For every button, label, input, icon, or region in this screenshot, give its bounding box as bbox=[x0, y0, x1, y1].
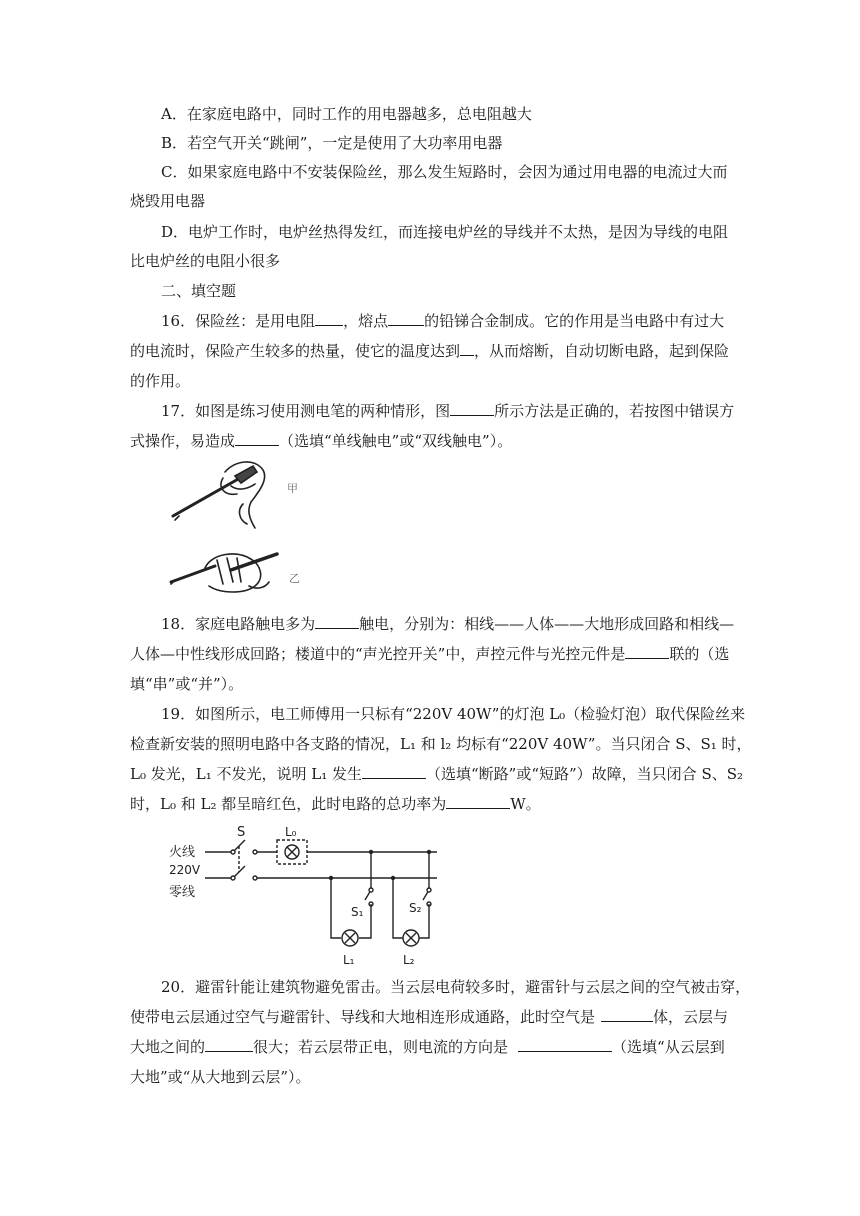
option-c-line2: 烧毁用电器 bbox=[130, 192, 206, 210]
q19-line1: 19．如图所示，电工师傅用一只标有“220V 40W”的灯泡 L₀（检验灯泡）取代保险丝来 bbox=[161, 705, 746, 723]
q19-line3 bbox=[130, 764, 743, 784]
section-title: 二、填空题 bbox=[161, 282, 237, 300]
answer-blank[interactable] bbox=[460, 341, 474, 356]
q19-text: （选填“断路”或“短路”）故障，当只闭合 S、S₂ bbox=[426, 765, 744, 783]
q18-line1 bbox=[161, 614, 734, 634]
label-switch-s: S bbox=[237, 825, 246, 840]
label-l2: L₂ bbox=[403, 953, 415, 967]
answer-blank[interactable] bbox=[450, 401, 494, 416]
answer-blank[interactable] bbox=[362, 764, 426, 779]
label-live: 火线 bbox=[169, 845, 196, 860]
q17-text: （选填“单线触电”或“双线触电”）。 bbox=[279, 432, 513, 450]
test-pen-incorrect-illustration bbox=[171, 554, 277, 592]
answer-blank[interactable] bbox=[388, 311, 424, 326]
option-b: B．若空气开关“跳闸”，一定是使用了大功率用电器 bbox=[161, 134, 503, 152]
answer-blank[interactable] bbox=[235, 431, 279, 446]
q16-text: ，熔点 bbox=[343, 312, 389, 330]
label-s1: S₁ bbox=[351, 905, 364, 919]
q16-line3: 的作用。 bbox=[130, 372, 191, 390]
option-d-line1: D．电炉工作时，电炉丝热得发红，而连接电炉丝的导线并不太热，是因为导线的电阻 bbox=[161, 223, 729, 241]
circuit-diagram bbox=[165, 820, 445, 968]
figure-label-yi: 乙 bbox=[289, 572, 300, 585]
q20-text: 大地之间的 bbox=[130, 1038, 206, 1056]
answer-blank[interactable] bbox=[625, 644, 669, 659]
q16-line1 bbox=[161, 311, 724, 331]
answer-blank[interactable] bbox=[446, 794, 510, 809]
test-pen-correct-illustration bbox=[173, 462, 265, 528]
option-d-line2: 比电炉丝的电阻小很多 bbox=[130, 252, 281, 270]
q18-text: 触电，分别为：相线——人体——大地形成回路和相线— bbox=[359, 615, 735, 633]
q20-line1: 20．避雷针能让建筑物避免雷击。当云层电荷较多时，避雷针与云层之间的空气被击穿， bbox=[161, 978, 751, 996]
q19-line2: 检查新安装的照明电路中各支路的情况，L₁ 和 l₂ 均标有“220V 40W”。当只闭合 S、S₁ 时， bbox=[130, 735, 752, 753]
label-l0: L₀ bbox=[285, 825, 297, 839]
q20-line2 bbox=[130, 1007, 728, 1027]
q16-line2 bbox=[130, 341, 729, 361]
label-voltage: 220V bbox=[169, 863, 201, 877]
q17-text: 所示方法是正确的，若按图中错误方 bbox=[494, 402, 735, 420]
q17-line1 bbox=[161, 401, 734, 421]
q16-text: 16．保险丝：是用电阻 bbox=[161, 312, 316, 330]
q17-text: 17．如图是练习使用测电笔的两种情形，图 bbox=[161, 402, 451, 420]
q20-text: 体，云层与 bbox=[653, 1008, 729, 1026]
q18-line2 bbox=[130, 644, 729, 664]
label-s2: S₂ bbox=[409, 901, 422, 915]
option-a: A．在家庭电路中，同时工作的用电器越多，总电阻越大 bbox=[161, 105, 532, 123]
q17-text: 式操作，易造成 bbox=[130, 432, 236, 450]
figure-label-jia: 甲 bbox=[287, 482, 298, 495]
answer-blank[interactable] bbox=[518, 1037, 612, 1052]
answer-blank[interactable] bbox=[601, 1007, 653, 1022]
answer-blank[interactable] bbox=[315, 311, 343, 326]
test-pen-figure bbox=[165, 458, 320, 598]
answer-blank[interactable] bbox=[205, 1037, 253, 1052]
q16-text: ，从而熔断，自动切断电路，起到保险 bbox=[474, 342, 730, 360]
label-neutral: 零线 bbox=[169, 885, 196, 900]
q16-text: 的铅锑合金制成。它的作用是当电路中有过大 bbox=[424, 312, 725, 330]
q18-text: 人体—中性线形成回路；楼道中的“声光控开关”中，声控元件与光控元件是 bbox=[130, 645, 626, 663]
q20-text: 使带电云层通过空气与避雷针、导线和大地相连形成通路，此时空气是 bbox=[130, 1008, 596, 1026]
q18-text: 18．家庭电路触电多为 bbox=[161, 615, 316, 633]
label-l1: L₁ bbox=[343, 953, 355, 967]
option-c-line1: C．如果家庭电路中不安装保险丝，那么发生短路时，会因为通过用电器的电流过大而 bbox=[161, 163, 728, 181]
answer-blank[interactable] bbox=[315, 614, 359, 629]
q20-text: 很大；若云层带正电，则电流的方向是 bbox=[253, 1038, 509, 1056]
q18-line3: 填“串”或“并”）。 bbox=[130, 675, 244, 693]
q19-text: L₀ 发光，L₁ 不发光，说明 L₁ 发生 bbox=[130, 765, 362, 783]
q20-line4: 大地”或“从大地到云层”）。 bbox=[130, 1068, 311, 1086]
q19-text: W。 bbox=[510, 795, 541, 813]
q20-line3 bbox=[130, 1037, 725, 1057]
q18-text: 联的（选 bbox=[669, 645, 730, 663]
q19-text: 时，L₀ 和 L₂ 都呈暗红色，此时电路的总功率为 bbox=[130, 795, 447, 813]
q19-line4 bbox=[130, 794, 541, 814]
q20-text: （选填“从云层到 bbox=[612, 1038, 725, 1056]
q17-line2 bbox=[130, 431, 512, 451]
q16-text: 的电流时，保险产生较多的热量，使它的温度达到 bbox=[130, 342, 461, 360]
